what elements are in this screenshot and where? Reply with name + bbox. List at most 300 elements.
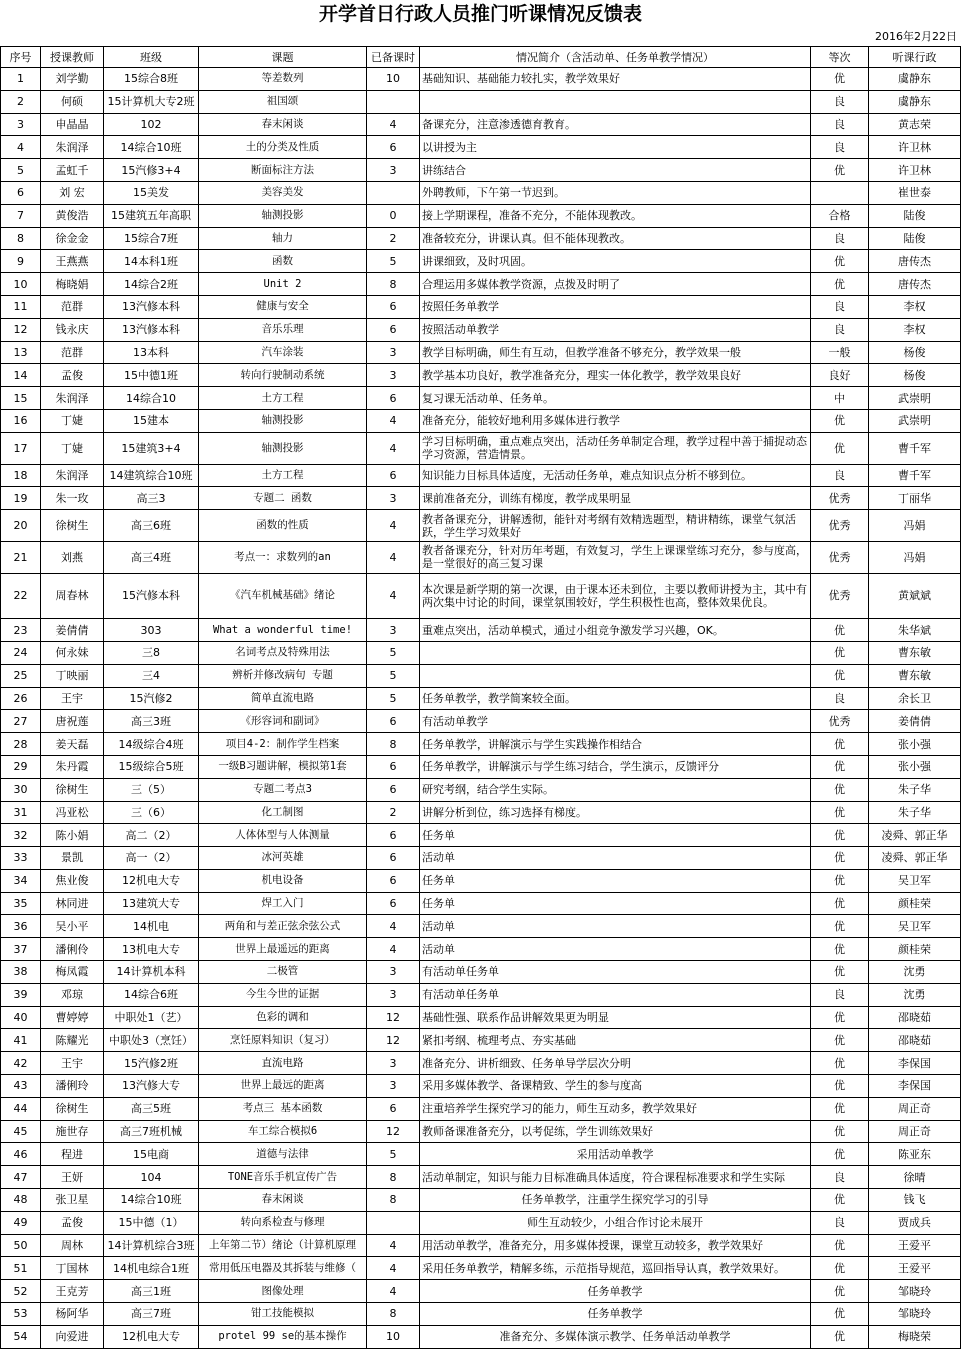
col-header-teacher: 授课教师 (41, 47, 104, 68)
table-row[interactable] (1, 1234, 961, 1257)
cell-observer: 周正奇 (869, 1097, 961, 1120)
table-row[interactable] (1, 1120, 961, 1143)
cell-grade: 良 (811, 1211, 869, 1234)
table-row[interactable] (1, 1189, 961, 1212)
cell-class: 14综合2班 (104, 273, 199, 296)
cell-topic: 人体体型与人体测量 (199, 824, 367, 847)
cell-index: 40 (1, 1006, 41, 1029)
cell-observer: 曹东敏 (869, 641, 961, 664)
cell-topic: 机电设备 (199, 869, 367, 892)
cell-topic: 二极管 (199, 961, 367, 984)
cell-teacher: 朱一玫 (41, 487, 104, 510)
cell-topic: 辨析并修改病句 专题 (199, 664, 367, 687)
cell-class: 高三3 (104, 487, 199, 510)
cell-teacher: 朱润泽 (41, 136, 104, 159)
cell-summary: 活动单 (420, 915, 811, 938)
cell-hours: 3 (367, 1075, 420, 1098)
cell-hours: 12 (367, 1006, 420, 1029)
cell-hours: 4 (367, 915, 420, 938)
cell-grade: 优秀 (811, 573, 869, 618)
table-row[interactable] (1, 1257, 961, 1280)
cell-topic: 焊工入门 (199, 892, 367, 915)
cell-observer: 曹千军 (869, 464, 961, 487)
table-row[interactable] (1, 464, 961, 487)
cell-index: 7 (1, 204, 41, 227)
table-row[interactable] (1, 710, 961, 733)
table-row[interactable] (1, 68, 961, 91)
table-row[interactable] (1, 619, 961, 642)
table-row[interactable] (1, 892, 961, 915)
cell-teacher: 杨阿华 (41, 1303, 104, 1326)
cell-class: 15电商 (104, 1143, 199, 1166)
cell-summary: 紧扣考纲、梳理考点、夯实基础 (420, 1029, 811, 1052)
cell-teacher: 丁婕 (41, 432, 104, 464)
cell-hours: 4 (367, 1280, 420, 1303)
cell-summary: 用活动单教学，准备充分，用多媒体授课，课堂互动较多，教学效果好 (420, 1234, 811, 1257)
table-row[interactable] (1, 687, 961, 710)
cell-class: 15中德（1） (104, 1211, 199, 1234)
table-row[interactable] (1, 1211, 961, 1234)
cell-index: 34 (1, 869, 41, 892)
cell-summary: 任务单教学 (420, 1303, 811, 1326)
cell-summary: 有活动单教学 (420, 710, 811, 733)
cell-index: 38 (1, 961, 41, 984)
cell-hours: 3 (367, 364, 420, 387)
cell-observer: 凌舜、郭正华 (869, 824, 961, 847)
table-row[interactable] (1, 1052, 961, 1075)
cell-grade: 优 (811, 1075, 869, 1098)
cell-index: 19 (1, 487, 41, 510)
cell-observer: 许卫林 (869, 136, 961, 159)
cell-class: 三8 (104, 641, 199, 664)
cell-summary: 重难点突出，活动单模式，通过小组竞争激发学习兴趣，OK。 (420, 619, 811, 642)
cell-grade: 优 (811, 619, 869, 642)
cell-topic: 世界上最远的距离 (199, 1075, 367, 1098)
cell-grade: 良 (811, 318, 869, 341)
cell-topic: 祖国颂 (199, 90, 367, 113)
cell-class: 高三1班 (104, 1280, 199, 1303)
cell-topic: 冰河英雄 (199, 847, 367, 870)
table-row[interactable] (1, 961, 961, 984)
cell-grade (811, 181, 869, 204)
cell-topic: 专题二 函数 (199, 487, 367, 510)
cell-grade: 优 (811, 1189, 869, 1212)
cell-summary: 教学目标明确，师生有互动，但教学准备不够充分，教学效果一般 (420, 341, 811, 364)
table-row[interactable] (1, 733, 961, 756)
cell-teacher: 邓琼 (41, 983, 104, 1006)
cell-summary: 基础性强、联系作品讲解效果更为明显 (420, 1006, 811, 1029)
table-row[interactable] (1, 136, 961, 159)
cell-grade: 优 (811, 892, 869, 915)
cell-index: 3 (1, 113, 41, 136)
cell-hours (367, 1211, 420, 1234)
cell-grade: 良 (811, 113, 869, 136)
cell-topic: 音乐乐理 (199, 318, 367, 341)
cell-teacher: 孟俊 (41, 1211, 104, 1234)
table-row[interactable] (1, 1029, 961, 1052)
cell-index: 51 (1, 1257, 41, 1280)
cell-hours: 5 (367, 1143, 420, 1166)
cell-grade: 优 (811, 1257, 869, 1280)
cell-observer: 沈勇 (869, 983, 961, 1006)
table-row[interactable] (1, 1325, 961, 1348)
cell-grade: 优 (811, 1280, 869, 1303)
cell-observer: 曹东敏 (869, 664, 961, 687)
cell-topic: 轴力 (199, 227, 367, 250)
cell-hours: 6 (367, 755, 420, 778)
cell-index: 50 (1, 1234, 41, 1257)
cell-summary: 准备充分、讲析细致、任务单导学层次分明 (420, 1052, 811, 1075)
cell-index: 53 (1, 1303, 41, 1326)
cell-teacher: 黄俊浩 (41, 204, 104, 227)
cell-teacher: 陈小娟 (41, 824, 104, 847)
cell-class: 15级综合5班 (104, 755, 199, 778)
cell-topic: 化工制图 (199, 801, 367, 824)
cell-grade: 优 (811, 1143, 869, 1166)
cell-grade: 优 (811, 1325, 869, 1348)
cell-hours: 4 (367, 1234, 420, 1257)
cell-topic: 色彩的调和 (199, 1006, 367, 1029)
cell-class: 102 (104, 113, 199, 136)
cell-topic: 土方工程 (199, 464, 367, 487)
cell-index: 20 (1, 510, 41, 542)
col-header-hours: 已备课时 (367, 47, 420, 68)
cell-summary: 合理运用多媒体教学资源，点拨及时明了 (420, 273, 811, 296)
cell-index: 17 (1, 432, 41, 464)
table-row[interactable] (1, 204, 961, 227)
report-date: 2016年2月22日 (875, 30, 957, 43)
cell-grade: 优 (811, 641, 869, 664)
cell-hours: 12 (367, 1120, 420, 1143)
cell-summary: 课前准备充分，训练有梯度，教学成果明显 (420, 487, 811, 510)
cell-teacher: 丁婕 (41, 409, 104, 432)
table-row[interactable] (1, 1280, 961, 1303)
col-header-index: 序号 (1, 47, 41, 68)
cell-hours: 2 (367, 227, 420, 250)
cell-teacher: 林同进 (41, 892, 104, 915)
cell-topic: 健康与安全 (199, 295, 367, 318)
cell-summary: 学习目标明确，重点难点突出，活动任务单制定合理，教学过程中善于捕捉动态学习资源，营造情景。 (420, 432, 811, 464)
cell-summary: 教者备课充分，讲解透彻，能针对考纲有效精选题型，精讲精练，课堂气氛活跃，学生学习效果好 (420, 510, 811, 542)
cell-index: 12 (1, 318, 41, 341)
cell-topic: 春末闲谈 (199, 1189, 367, 1212)
cell-class: 13汽修大专 (104, 1075, 199, 1098)
table-row[interactable] (1, 915, 961, 938)
table-row[interactable] (1, 387, 961, 410)
cell-summary: 任务单教学，讲解演示与学生练习结合，学生演示，反馈评分 (420, 755, 811, 778)
cell-summary: 任务单教学，教学简案较全面。 (420, 687, 811, 710)
cell-hours: 5 (367, 664, 420, 687)
cell-index: 49 (1, 1211, 41, 1234)
cell-grade: 良 (811, 464, 869, 487)
cell-class: 三4 (104, 664, 199, 687)
cell-class: 14建筑综合10班 (104, 464, 199, 487)
cell-index: 39 (1, 983, 41, 1006)
cell-observer: 许卫林 (869, 159, 961, 182)
cell-grade: 优 (811, 159, 869, 182)
cell-index: 28 (1, 733, 41, 756)
cell-grade: 优 (811, 432, 869, 464)
cell-class: 12机电大专 (104, 1325, 199, 1348)
cell-teacher: 王宇 (41, 1052, 104, 1075)
cell-observer: 王爱平 (869, 1234, 961, 1257)
cell-observer: 邹晓玲 (869, 1280, 961, 1303)
cell-index: 43 (1, 1075, 41, 1098)
cell-hours: 6 (367, 387, 420, 410)
cell-index: 18 (1, 464, 41, 487)
cell-class: 14综合6班 (104, 983, 199, 1006)
cell-hours: 12 (367, 1029, 420, 1052)
cell-summary: 任务单教学 (420, 1280, 811, 1303)
cell-index: 31 (1, 801, 41, 824)
cell-summary: 任务单教学，注重学生探究学习的引导 (420, 1189, 811, 1212)
cell-observer: 吴卫军 (869, 869, 961, 892)
cell-class: 14本科1班 (104, 250, 199, 273)
col-header-grade: 等次 (811, 47, 869, 68)
cell-teacher: 梅凤霞 (41, 961, 104, 984)
table-row[interactable] (1, 318, 961, 341)
table-row[interactable] (1, 432, 961, 464)
cell-grade: 优 (811, 733, 869, 756)
cell-teacher: 姜倩倩 (41, 619, 104, 642)
cell-hours: 8 (367, 1189, 420, 1212)
cell-index: 11 (1, 295, 41, 318)
cell-teacher: 朱润泽 (41, 464, 104, 487)
cell-teacher: 申晶晶 (41, 113, 104, 136)
table-row[interactable] (1, 364, 961, 387)
cell-grade: 优 (811, 250, 869, 273)
cell-index: 23 (1, 619, 41, 642)
table-row[interactable] (1, 801, 961, 824)
cell-class: 中职处1（艺） (104, 1006, 199, 1029)
cell-index: 15 (1, 387, 41, 410)
cell-topic: 世界上最遥远的距离 (199, 938, 367, 961)
table-row[interactable] (1, 1075, 961, 1098)
cell-hours: 4 (367, 113, 420, 136)
cell-index: 1 (1, 68, 41, 91)
cell-grade: 优 (811, 273, 869, 296)
cell-teacher: 徐树生 (41, 510, 104, 542)
cell-observer: 黄志荣 (869, 113, 961, 136)
cell-summary: 接上学期课程，准备不充分，不能体现教改。 (420, 204, 811, 227)
cell-class: 13机电大专 (104, 938, 199, 961)
cell-index: 14 (1, 364, 41, 387)
table-row[interactable] (1, 113, 961, 136)
cell-summary: 准备充分，能较好地利用多媒体进行教学 (420, 409, 811, 432)
cell-grade: 良 (811, 687, 869, 710)
cell-summary: 有活动单任务单 (420, 983, 811, 1006)
cell-summary: 本次课是新学期的第一次课，由于课本还未到位，主要以教师讲授为主，其中有两次集中讨论的时间，课堂氛围较好，学生积极性也高，整体效果优良。 (420, 573, 811, 618)
cell-observer: 杨俊 (869, 341, 961, 364)
cell-grade: 良 (811, 90, 869, 113)
cell-grade: 中 (811, 387, 869, 410)
table-row[interactable] (1, 869, 961, 892)
cell-grade: 良好 (811, 364, 869, 387)
cell-teacher: 何永妹 (41, 641, 104, 664)
cell-class: 高一（2） (104, 847, 199, 870)
cell-observer: 唐传杰 (869, 250, 961, 273)
cell-class: 15汽修本科 (104, 573, 199, 618)
cell-observer: 李权 (869, 318, 961, 341)
cell-index: 22 (1, 573, 41, 618)
cell-class: 14计算机本科 (104, 961, 199, 984)
cell-observer: 凌舜、郭正华 (869, 847, 961, 870)
table-row[interactable] (1, 664, 961, 687)
cell-hours: 3 (367, 961, 420, 984)
cell-observer: 武崇明 (869, 387, 961, 410)
cell-observer: 姜倩倩 (869, 710, 961, 733)
cell-teacher: 范群 (41, 295, 104, 318)
cell-topic: 图像处理 (199, 1280, 367, 1303)
cell-summary: 任务单教学，讲解演示与学生实践操作相结合 (420, 733, 811, 756)
table-row[interactable] (1, 1097, 961, 1120)
cell-summary: 按照活动单教学 (420, 318, 811, 341)
feedback-table (0, 46, 961, 1349)
cell-observer: 杨俊 (869, 364, 961, 387)
cell-index: 32 (1, 824, 41, 847)
table-row[interactable] (1, 778, 961, 801)
cell-hours: 3 (367, 983, 420, 1006)
cell-hours: 5 (367, 250, 420, 273)
cell-teacher: 朱润泽 (41, 387, 104, 410)
cell-class: 14综合10班 (104, 136, 199, 159)
cell-observer: 陆俊 (869, 227, 961, 250)
table-row[interactable] (1, 409, 961, 432)
table-row[interactable] (1, 755, 961, 778)
cell-hours: 8 (367, 1166, 420, 1189)
cell-grade: 良 (811, 983, 869, 1006)
cell-summary: 备课充分，注意渗透德育教育。 (420, 113, 811, 136)
cell-index: 36 (1, 915, 41, 938)
cell-index: 44 (1, 1097, 41, 1120)
cell-class: 15建本 (104, 409, 199, 432)
table-row[interactable] (1, 487, 961, 510)
cell-class: 高三7班机械 (104, 1120, 199, 1143)
cell-topic: protel 99 se的基本操作 (199, 1325, 367, 1348)
cell-topic: 今生今世的证据 (199, 983, 367, 1006)
table-row[interactable] (1, 847, 961, 870)
cell-teacher: 朱丹霞 (41, 755, 104, 778)
table-row[interactable] (1, 159, 961, 182)
cell-class: 14计算机综合3班 (104, 1234, 199, 1257)
cell-summary: 讲课细致，及时巩固。 (420, 250, 811, 273)
table-row[interactable] (1, 1143, 961, 1166)
cell-observer: 李权 (869, 295, 961, 318)
cell-topic: 美容美发 (199, 181, 367, 204)
cell-topic: 轴测投影 (199, 409, 367, 432)
table-row[interactable] (1, 983, 961, 1006)
cell-observer: 邹晓玲 (869, 1303, 961, 1326)
cell-summary: 复习课无活动单、任务单。 (420, 387, 811, 410)
table-row[interactable] (1, 181, 961, 204)
cell-observer: 邵晓茹 (869, 1029, 961, 1052)
col-header-topic: 课题 (199, 47, 367, 68)
cell-class: 高二（2） (104, 824, 199, 847)
cell-grade: 优 (811, 1303, 869, 1326)
cell-teacher: 徐树生 (41, 1097, 104, 1120)
cell-grade: 优 (811, 801, 869, 824)
cell-topic: 《形容词和副词》 (199, 710, 367, 733)
cell-index: 9 (1, 250, 41, 273)
cell-hours: 3 (367, 1052, 420, 1075)
cell-summary: 任务单 (420, 869, 811, 892)
cell-summary: 活动单 (420, 847, 811, 870)
cell-teacher: 潘俐玲 (41, 1075, 104, 1098)
cell-summary: 准备充分、多媒体演示教学、任务单活动单教学 (420, 1325, 811, 1348)
cell-hours: 6 (367, 824, 420, 847)
table-row[interactable] (1, 295, 961, 318)
cell-observer: 梅晓荣 (869, 1325, 961, 1348)
cell-index: 25 (1, 664, 41, 687)
cell-index: 52 (1, 1280, 41, 1303)
cell-observer: 王爱平 (869, 1257, 961, 1280)
cell-index: 24 (1, 641, 41, 664)
cell-hours: 3 (367, 619, 420, 642)
table-row[interactable] (1, 938, 961, 961)
cell-hours: 6 (367, 295, 420, 318)
cell-topic: 汽车涂装 (199, 341, 367, 364)
cell-topic: 轴测投影 (199, 432, 367, 464)
cell-index: 29 (1, 755, 41, 778)
cell-hours: 5 (367, 687, 420, 710)
table-row[interactable] (1, 90, 961, 113)
cell-summary (420, 641, 811, 664)
cell-summary: 采用任务单教学，精解多练，示范指导规范，巡回指导认真，教学效果好。 (420, 1257, 811, 1280)
cell-hours: 6 (367, 869, 420, 892)
cell-topic: 轴测投影 (199, 204, 367, 227)
cell-summary: 外聘教师，下午第一节迟到。 (420, 181, 811, 204)
cell-observer: 余长卫 (869, 687, 961, 710)
cell-class: 104 (104, 1166, 199, 1189)
table-row[interactable] (1, 250, 961, 273)
cell-class: 高三3班 (104, 710, 199, 733)
cell-teacher: 孟虹千 (41, 159, 104, 182)
table-row[interactable] (1, 824, 961, 847)
table-row[interactable] (1, 273, 961, 296)
cell-grade: 一般 (811, 341, 869, 364)
table-row[interactable] (1, 1166, 961, 1189)
table-row[interactable] (1, 641, 961, 664)
cell-class: 14综合10 (104, 387, 199, 410)
cell-topic: TONE音乐手机宣传广告 (199, 1166, 367, 1189)
cell-observer: 崔世泰 (869, 181, 961, 204)
cell-index: 21 (1, 541, 41, 573)
table-row[interactable] (1, 573, 961, 618)
table-row[interactable] (1, 510, 961, 542)
table-row[interactable] (1, 341, 961, 364)
table-row[interactable] (1, 1006, 961, 1029)
cell-teacher: 孟俊 (41, 364, 104, 387)
cell-hours: 4 (367, 409, 420, 432)
cell-grade: 优 (811, 961, 869, 984)
cell-teacher: 范群 (41, 341, 104, 364)
cell-hours: 6 (367, 710, 420, 733)
table-row[interactable] (1, 227, 961, 250)
cell-teacher: 刘学勤 (41, 68, 104, 91)
cell-topic: 名词考点及特殊用法 (199, 641, 367, 664)
cell-topic: 简单直流电路 (199, 687, 367, 710)
table-row[interactable] (1, 541, 961, 573)
cell-class: 高三7班 (104, 1303, 199, 1326)
cell-hours: 0 (367, 204, 420, 227)
cell-grade: 优 (811, 1097, 869, 1120)
cell-grade: 优 (811, 409, 869, 432)
cell-hours: 3 (367, 487, 420, 510)
cell-summary: 讲解分析到位，练习选择有梯度。 (420, 801, 811, 824)
cell-teacher: 钱永庆 (41, 318, 104, 341)
cell-observer: 陆俊 (869, 204, 961, 227)
cell-hours: 8 (367, 733, 420, 756)
